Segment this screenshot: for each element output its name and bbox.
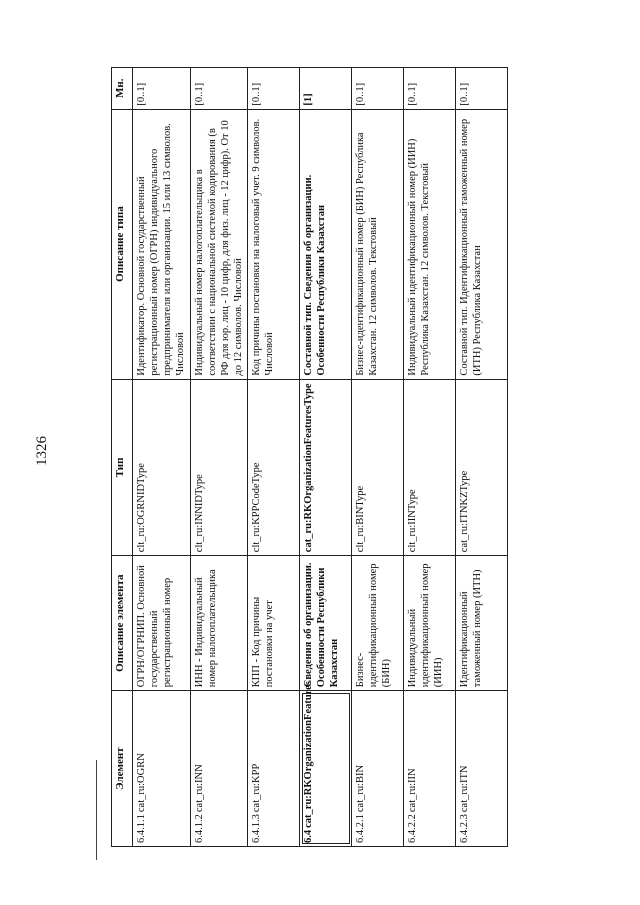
header-type: Тип xyxy=(112,379,133,556)
type-cell: cat_ru:RKOrganizationFeaturesType xyxy=(300,379,352,556)
element-cell xyxy=(248,691,300,847)
element-number: 6.4.1.2 xyxy=(193,814,205,843)
table-row xyxy=(248,68,300,847)
element-desc-cell: Бизнес-идентификационный номер (БИН) xyxy=(352,556,404,691)
mult-cell: [0..1] xyxy=(133,68,191,110)
type-desc-cell: Индивидуальный номер налогоплательщика в соответствии с национальной системой кодирования (в РФ для юр. лиц - 10 цифр, для физ. лиц - 12 цифр). От 10 до 12 символов. Числовой xyxy=(190,109,248,379)
type-desc-cell: Составной тип. Идентификационный таможенный номер (ИТН) Республика Казахстан xyxy=(456,109,508,379)
element-code: cat_ru:RKOrganizationFeatures xyxy=(303,681,314,828)
header-mult: Мн. xyxy=(112,68,133,110)
table-row xyxy=(352,68,404,847)
type-cell: clt_ru:IINType xyxy=(404,379,456,556)
element-desc-cell: КПП - Код причины постановки на учет xyxy=(248,556,300,691)
type-desc-cell: Индивидуальный идентификационный номер (ИИН) Республика Казахстан. 12 символов. Текстовый xyxy=(404,109,456,379)
header-element-desc: Описание элемента xyxy=(112,556,133,691)
type-cell: clt_ru:KPPCodeType xyxy=(248,379,300,556)
element-desc-cell: Идентификационный таможенный номер (ИТН) xyxy=(456,556,508,691)
header-type-desc: Описание типа xyxy=(112,109,133,379)
type-desc-cell: Составной тип. Сведения об организации. Особенности Республики Казахстан xyxy=(300,109,352,379)
element-cell xyxy=(404,691,456,847)
element-desc-cell: Сведения об организации. Особенности Республики Казахстан xyxy=(300,556,352,691)
mult-cell: [0..1] xyxy=(352,68,404,110)
rotated-table-container xyxy=(111,67,637,847)
element-desc-cell: Индивидуальный идентификационный номер (ИИН) xyxy=(404,556,456,691)
type-cell: clt_ru:BINType xyxy=(352,379,404,556)
table-row xyxy=(456,68,508,847)
element-number: 6.4.1.3 xyxy=(251,814,262,843)
type-desc-cell: Код причины постановки на налоговый учет. 9 символов. Числовой xyxy=(248,109,300,379)
type-desc-cell: Бизнес-идентификационный номер (БИН) Республика Казахстан. 12 символов. Текстовый xyxy=(352,109,404,379)
element-number: 6.4.2.1 xyxy=(355,814,366,843)
mult-cell: [0..1] xyxy=(248,68,300,110)
page-number: 1326 xyxy=(34,436,50,466)
element-code: cat_ru:INN xyxy=(193,764,205,813)
element-code: cat_ru:BIN xyxy=(355,764,366,813)
type-cell: clt_ru:OGRNIDType xyxy=(133,379,191,556)
table-row xyxy=(190,68,248,847)
element-number: 6.4.2.2 xyxy=(407,814,418,843)
element-desc-cell: ИНН - Индивидуальный номер налогоплательщика xyxy=(190,556,248,691)
mult-cell: [1] xyxy=(300,68,352,110)
data-table xyxy=(111,67,508,847)
element-cell xyxy=(133,691,191,847)
element-cell xyxy=(300,681,352,847)
table-row xyxy=(404,68,456,847)
table-row xyxy=(133,68,191,847)
mult-cell: [0..1] xyxy=(190,68,248,110)
element-number: 6.4 xyxy=(303,829,314,843)
table-header-row xyxy=(112,68,133,847)
element-desc-cell: ОГРН/ОГРНИП. Основной государственный регистрационный номер xyxy=(133,556,191,691)
header-element: Элемент xyxy=(112,691,133,847)
table-row xyxy=(300,68,352,847)
element-code: cat_ru:KPP xyxy=(251,763,262,813)
element-number: 6.4.2.3 xyxy=(459,814,470,843)
margin-rule xyxy=(96,760,97,860)
mult-cell: [0..1] xyxy=(404,68,456,110)
mult-cell: [0..1] xyxy=(456,68,508,110)
element-cell xyxy=(352,691,404,847)
type-desc-cell: Идентификатор. Основной государственный регистрационный номер (ОГРН) индивидуального предпринимателя или организации. 15 или 13 символов. Числовой xyxy=(133,109,191,379)
element-code: cat_ru:IIN xyxy=(407,768,418,813)
element-number: 6.4.1.1 xyxy=(136,814,147,843)
element-code: cat_ru:OGRN xyxy=(136,753,147,813)
element-cell xyxy=(190,691,248,847)
type-cell: cat_ru:ITNKZType xyxy=(456,379,508,556)
element-code: cat_ru:ITN xyxy=(459,765,470,813)
element-cell xyxy=(456,691,508,847)
type-cell: clt_ru:INNIDType xyxy=(190,379,248,556)
